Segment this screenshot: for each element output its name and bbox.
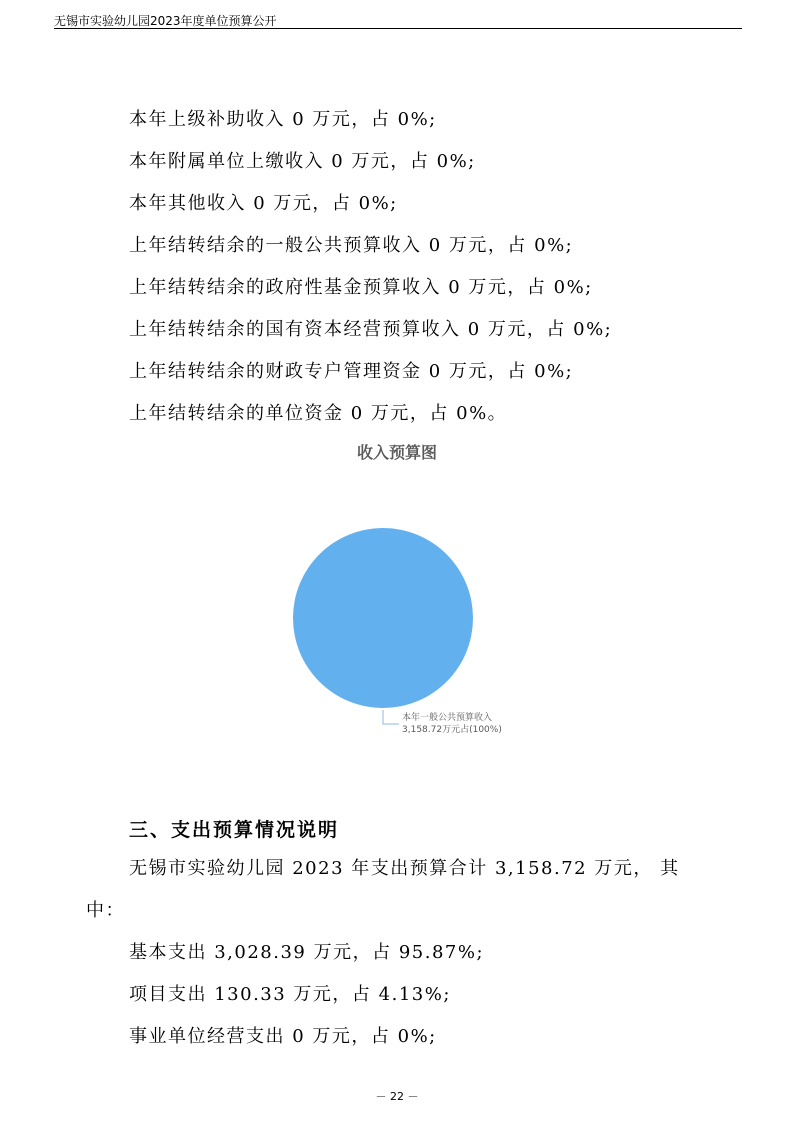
income-item-carryover-general-budget: 上年结转结余的一般公共预算收入 0 万元，占 0%; [129,235,574,256]
chart-title: 收入预算图 [356,443,437,462]
expenditure-intro-line1: 无锡市实验幼儿园 2023 年支出预算合计 3,158.72 万元， 其 [129,858,680,879]
expenditure-item-basic: 基本支出 3,028.39 万元，占 95.87%; [129,942,485,963]
income-item-carryover-state-capital: 上年结转结余的国有资本经营预算收入 0 万元，占 0%; [129,319,613,340]
expenditure-intro-line2: 中： [86,900,125,921]
income-item-carryover-gov-fund: 上年结转结余的政府性基金预算收入 0 万元，占 0%; [129,277,593,298]
expenditure-item-project: 项目支出 130.33 万元，占 4.13%; [129,984,451,1005]
income-item-carryover-unit-funds: 上年结转结余的单位资金 0 万元，占 0%。 [129,403,508,424]
section-heading-expenditure: 三、支出预算情况说明 [129,819,340,841]
pie-label-leader-line [383,710,399,724]
expenditure-item-business-operations: 事业单位经营支出 0 万元，占 0%; [129,1026,437,1047]
pie-slice [293,528,473,708]
running-header: 无锡市实验幼儿园2023年度单位预算公开 [54,14,277,28]
income-item-carryover-special-account: 上年结转结余的财政专户管理资金 0 万元，占 0%; [129,361,574,382]
pie-data-label: 本年一般公共预算收入 [402,713,493,723]
page-number: － 22 － [375,1090,419,1103]
income-item-affiliated-units: 本年附属单位上缴收入 0 万元，占 0%; [129,151,476,172]
pie-data-label: 3,158.72万元占(100%) [402,725,502,735]
income-item-superior-subsidy: 本年上级补助收入 0 万元，占 0%; [129,109,437,130]
income-item-other: 本年其他收入 0 万元，占 0%; [129,193,398,214]
